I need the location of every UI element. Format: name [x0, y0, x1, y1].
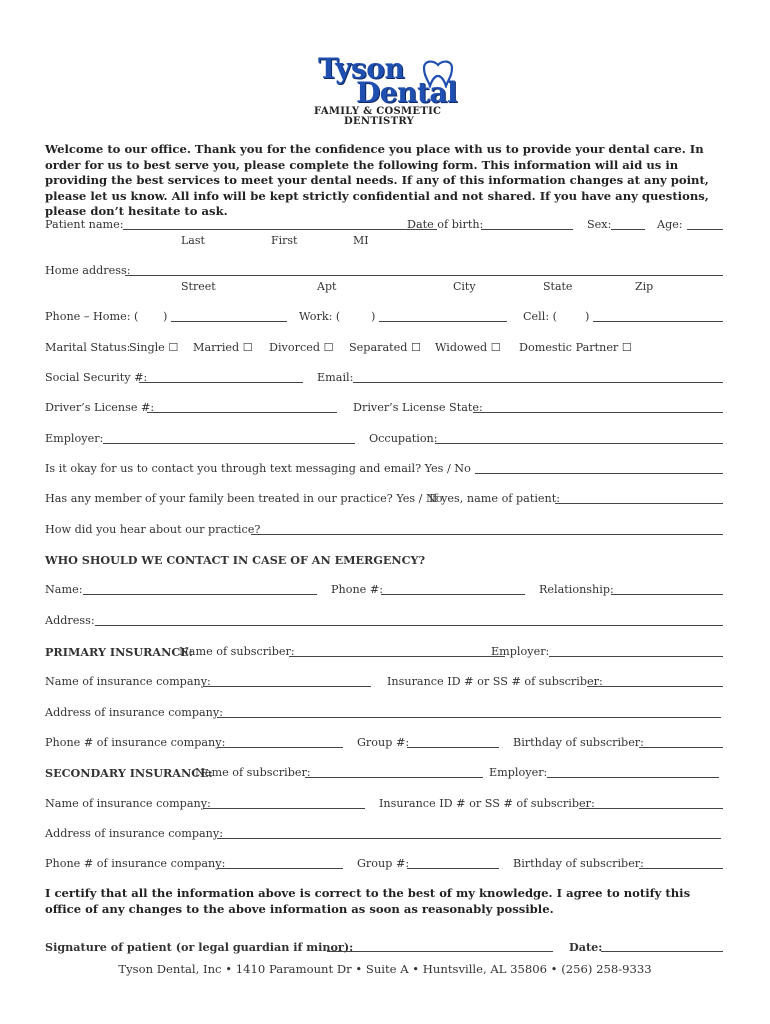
primary-subscriber-field[interactable] — [289, 645, 505, 657]
sublabel-apt: Apt — [317, 280, 337, 293]
occupation-label: Occupation: — [369, 432, 438, 445]
secondary-subscriber-field[interactable] — [305, 766, 483, 778]
primary-phone-row — [45, 736, 725, 752]
signature-date-field[interactable] — [601, 940, 723, 952]
primary-subscriber-row — [45, 645, 725, 661]
secondary-id-label: Insurance ID # or SS # of subscriber: — [379, 797, 595, 810]
phone-row — [45, 310, 725, 326]
primary-id-field[interactable] — [587, 675, 723, 687]
employer-field[interactable] — [103, 432, 355, 444]
primary-birthday-label: Birthday of subscriber: — [513, 736, 644, 749]
checkbox-icon: ☐ — [242, 341, 253, 354]
emergency-contact-row — [45, 583, 725, 599]
phone-home-paren: ) — [163, 310, 168, 323]
patient-name-row — [45, 218, 725, 234]
logo-word-tyson: Tyson — [318, 52, 405, 85]
ssn-label: Social Security #: — [45, 371, 148, 384]
home-address-sublabels — [45, 280, 725, 296]
home-address-label: Home address: — [45, 264, 131, 277]
phone-cell-field[interactable] — [593, 310, 723, 322]
primary-employer-field[interactable] — [549, 645, 723, 657]
primary-phone-label: Phone # of insurance company: — [45, 736, 226, 749]
ssn-field[interactable] — [139, 371, 303, 383]
phone-work-label: Work: ( — [299, 310, 341, 323]
primary-company-field[interactable] — [203, 675, 371, 687]
emergency-name-field[interactable] — [83, 583, 317, 595]
home-address-field[interactable] — [125, 264, 723, 276]
secondary-company-address-field[interactable] — [217, 827, 721, 839]
primary-subscriber-label: Name of subscriber: — [179, 645, 295, 658]
emergency-phone-field[interactable] — [381, 583, 525, 595]
logo-word-dental: Dental — [356, 76, 458, 109]
dob-field[interactable] — [481, 218, 573, 230]
family-patient-name-field[interactable] — [555, 492, 723, 504]
emergency-heading: WHO SHOULD WE CONTACT IN CASE OF AN EMERGENCY? — [45, 553, 426, 567]
secondary-subscriber-row — [45, 766, 725, 782]
secondary-group-field[interactable] — [407, 857, 499, 869]
referral-label: How did you hear about our practice? — [45, 523, 261, 536]
secondary-employer-label: Employer: — [489, 766, 548, 779]
checkbox-icon: ☐ — [323, 341, 334, 354]
sublabel-zip: Zip — [635, 280, 654, 293]
secondary-phone-row — [45, 857, 725, 873]
primary-group-label: Group #: — [357, 736, 410, 749]
sublabel-last: Last — [181, 234, 205, 247]
sublabel-first: First — [271, 234, 298, 247]
marital-option-single[interactable]: Single ☐ — [129, 341, 179, 354]
emergency-heading-row — [45, 553, 725, 569]
primary-company-address-label: Address of insurance company: — [45, 706, 223, 719]
marital-status-row — [45, 341, 725, 357]
primary-employer-label: Employer: — [491, 645, 550, 658]
welcome-paragraph: Welcome to our office. Thank you for the confidence you place with us to provide your dental care. In order for us to best serve you, please complete the following form. This information will aid us in providing the best services to meet your dental needs. If any of this information changes at any point, please let us know. All info will be kept strictly confidential and not shared. If you have any questions, please don’t hesitate to ask. — [45, 142, 709, 218]
secondary-employer-field[interactable] — [547, 766, 719, 778]
occupation-field[interactable] — [435, 432, 723, 444]
checkbox-icon: ☐ — [621, 341, 632, 354]
family-treated-row — [45, 492, 725, 508]
home-address-row — [45, 264, 725, 280]
emergency-address-label: Address: — [45, 614, 95, 627]
logo-subtitle-dentistry: DENTISTRY — [344, 116, 415, 127]
emergency-address-field[interactable] — [95, 614, 723, 626]
family-treated-label: Has any member of your family been treated in our practice? Yes / No — [45, 492, 443, 505]
secondary-id-field[interactable] — [579, 797, 723, 809]
primary-group-field[interactable] — [407, 736, 499, 748]
secondary-birthday-field[interactable] — [639, 857, 723, 869]
marital-option-divorced[interactable]: Divorced ☐ — [269, 341, 334, 354]
secondary-company-row — [45, 797, 725, 813]
emergency-name-label: Name: — [45, 583, 83, 596]
text-consent-row — [45, 462, 725, 478]
primary-id-label: Insurance ID # or SS # of subscriber: — [387, 675, 603, 688]
phone-home-label: Phone – Home: ( — [45, 310, 139, 323]
signature-field[interactable] — [327, 940, 553, 952]
sex-label: Sex: — [587, 218, 612, 231]
employer-label: Employer: — [45, 432, 104, 445]
marital-option-married[interactable]: Married ☐ — [193, 341, 253, 354]
secondary-company-address-label: Address of insurance company: — [45, 827, 223, 840]
checkbox-icon: ☐ — [490, 341, 501, 354]
marital-option-widowed[interactable]: Widowed ☐ — [435, 341, 501, 354]
marital-option-separated[interactable]: Separated ☐ — [349, 341, 421, 354]
office-address-footer: Tyson Dental, Inc • 1410 Paramount Dr • Suite A • Huntsville, AL 35806 • (256) 258-9333 — [118, 962, 652, 976]
primary-phone-field[interactable] — [217, 736, 343, 748]
primary-company-address-row — [45, 706, 725, 722]
employer-occupation-row — [45, 432, 725, 448]
secondary-phone-field[interactable] — [217, 857, 343, 869]
secondary-group-label: Group #: — [357, 857, 410, 870]
dob-label: Date of birth: — [407, 218, 484, 231]
checkbox-icon: ☐ — [410, 341, 421, 354]
drivers-license-state-field[interactable] — [473, 401, 723, 413]
marital-option-domestic-partner[interactable]: Domestic Partner ☐ — [519, 341, 632, 354]
primary-insurance-heading: PRIMARY INSURANCE: — [45, 645, 193, 659]
primary-birthday-field[interactable] — [639, 736, 723, 748]
checkbox-icon: ☐ — [168, 341, 179, 354]
sublabel-state: State — [543, 280, 573, 293]
age-label: Age: — [657, 218, 683, 231]
secondary-birthday-label: Birthday of subscriber: — [513, 857, 644, 870]
emergency-address-row — [45, 614, 725, 630]
drivers-license-label: Driver’s License #: — [45, 401, 155, 414]
primary-company-address-field[interactable] — [217, 706, 721, 718]
signature-date-label: Date: — [569, 940, 603, 954]
marital-status-label: Marital Status: — [45, 341, 131, 354]
drivers-license-row — [45, 401, 725, 417]
drivers-license-field[interactable] — [147, 401, 337, 413]
signature-row — [45, 940, 725, 956]
primary-company-row — [45, 675, 725, 691]
patient-name-field[interactable] — [123, 218, 437, 230]
patient-name-sublabels — [45, 234, 725, 250]
secondary-company-field[interactable] — [203, 797, 365, 809]
text-consent-label: Is it okay for us to contact you through text messaging and email? Yes / No — [45, 462, 471, 475]
certification-paragraph: I certify that all the information above is correct to the best of my knowledge. I agree to notify this office of any changes to the above information as soon as reasonably possible. — [45, 886, 691, 916]
emergency-relationship-field[interactable] — [611, 583, 723, 595]
family-patient-name-label: If yes, name of patient: — [429, 492, 560, 505]
phone-home-field[interactable] — [171, 310, 287, 322]
phone-cell-paren: ) — [585, 310, 590, 323]
sex-field[interactable] — [611, 218, 645, 230]
referral-row — [45, 523, 725, 539]
sublabel-city: City — [453, 280, 476, 293]
drivers-license-state-label: Driver’s License State: — [353, 401, 483, 414]
referral-field[interactable] — [251, 523, 723, 535]
patient-name-label: Patient name: — [45, 218, 124, 231]
signature-label: Signature of patient (or legal guardian if minor): — [45, 940, 354, 954]
secondary-insurance-heading: SECONDARY INSURANCE: — [45, 766, 213, 780]
tyson-dental-logo — [310, 52, 470, 128]
ssn-email-row — [45, 371, 725, 387]
phone-cell-label: Cell: ( — [523, 310, 558, 323]
logo-subtitle-family: FAMILY & COSMETIC — [314, 106, 442, 117]
sublabel-street: Street — [181, 280, 216, 293]
email-label: Email: — [317, 371, 354, 384]
sublabel-mi: MI — [353, 234, 369, 247]
emergency-relationship-label: Relationship: — [539, 583, 614, 596]
email-field[interactable] — [353, 371, 723, 383]
secondary-company-address-row — [45, 827, 725, 843]
phone-work-paren: ) — [371, 310, 376, 323]
secondary-subscriber-label: Name of subscriber: — [195, 766, 311, 779]
secondary-company-label: Name of insurance company: — [45, 797, 211, 810]
secondary-phone-label: Phone # of insurance company: — [45, 857, 226, 870]
phone-work-field[interactable] — [379, 310, 507, 322]
text-consent-field[interactable] — [475, 462, 723, 474]
age-field[interactable] — [687, 218, 723, 230]
primary-company-label: Name of insurance company: — [45, 675, 211, 688]
emergency-phone-label: Phone #: — [331, 583, 383, 596]
